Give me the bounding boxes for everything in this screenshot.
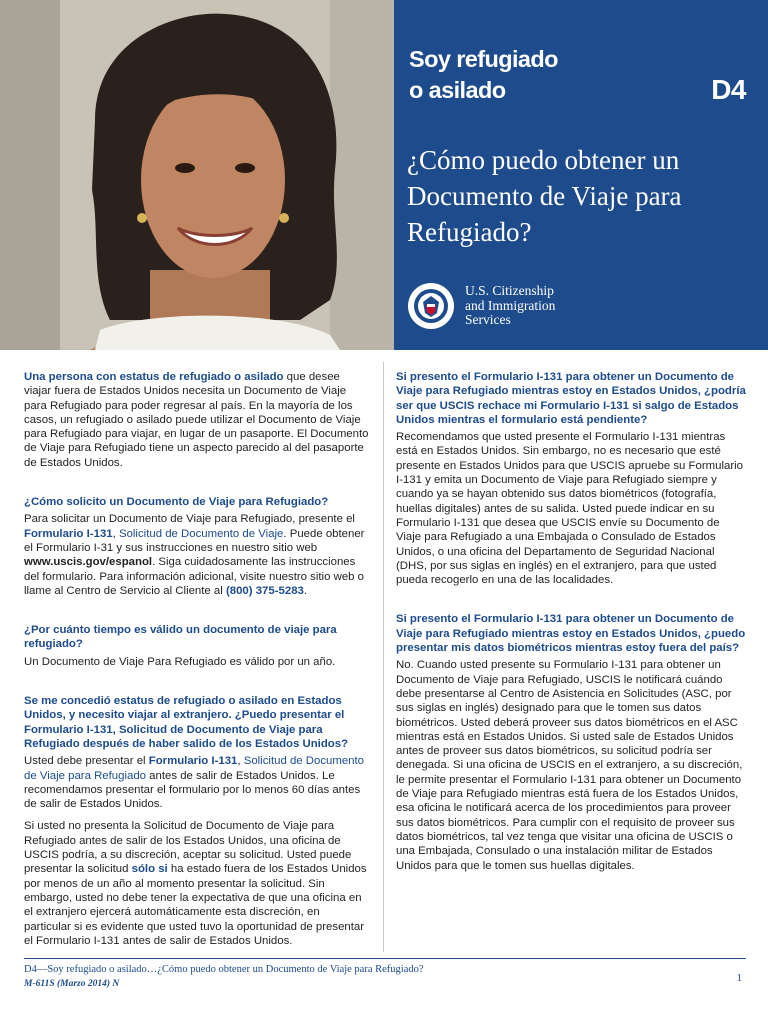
right-column: [396, 370, 746, 881]
series-title-line2: o asilado: [409, 77, 506, 103]
question-validity: ¿Por cuánto tiempo es válido un documento de viaje para refugiado?: [24, 624, 337, 651]
phone-number[interactable]: (800) 375-5283: [225, 584, 304, 597]
document-title-line1: ¿Cómo puedo obtener un: [407, 145, 680, 175]
portrait-illustration: [0, 0, 394, 350]
answer-validity: Un Documento de Viaje Para Refugiado es válido por un año.: [24, 655, 336, 668]
series-title: [409, 44, 639, 106]
answer-pending-rejection: Recomendamos que usted presente el Formulario I-131 mientras está en Estados Unidos. Sin embargo, no es necesario que esté presente en Estados Unidos para que USCIS apruebe su Formulario I-131 y emita un Documento de Viaje para Refugiado siempre y cuando ya se hayan obtenido sus datos biométricos (fotografía, huellas digitales) antes de su salida. Usted puede indicar en su Formulario I-131 que desea que USCIS envíe su Documento de Viaje para Refugiado a una Embajada o Consulado de Estados Unidos, o una oficina del Departamento de Seguridad Nacional (DHS, por sus siglas en inglés) en el extranjero, para que usted pueda recogerlo en una de las localidades.: [396, 431, 743, 587]
agency-name: [465, 284, 555, 328]
agency-name-line1: U.S. Citizenship: [465, 283, 554, 299]
form-name-link[interactable]: Solicitud de Documento de Viaje: [118, 527, 284, 540]
form-i131-link[interactable]: Formulario I-131: [24, 527, 113, 540]
page-number: 1: [736, 972, 742, 984]
left-column: [24, 370, 369, 956]
header-panel: [394, 0, 768, 350]
form-name-link-2[interactable]: Solicitud de Documento de Viaje para Refugiado: [24, 755, 365, 782]
series-code: D4: [711, 74, 746, 105]
dhs-seal-icon: [407, 282, 455, 330]
answer-after-leaving-p1: Usted debe presentar el Formulario I-131, Solicitud de Documento de Viaje para Refugiado antes de salir de Estados Unidos. Le recomendamos presentar el formulario por lo menos 60 días antes de salir de Estados Unidos.: [24, 755, 365, 811]
question-after-leaving: Se me concedió estatus de refugiado o asilado en Estados Unidos, y necesito viajar al extranjero. ¿Puedo presentar el Formulario I-131, Solicitud de Documento de Viaje para Refugiado después de haber salido de los Estados Unidos?: [24, 695, 349, 750]
column-divider: [383, 362, 384, 952]
agency-logo: [407, 282, 555, 330]
question-how-to-apply: ¿Cómo solicito un Documento de Viaje para Refugiado?: [24, 496, 329, 509]
emphasis-only-if: sólo si: [131, 863, 168, 876]
series-title-line1: Soy refugiado: [409, 46, 558, 72]
agency-name-line2: and Immigration: [465, 297, 556, 313]
hero-photo: [0, 0, 394, 350]
website-link[interactable]: www.uscis.gov/espanol: [24, 556, 153, 569]
footer-rule: [24, 958, 746, 959]
footer-title: D4—Soy refugiado o asilado…¿Cómo puedo obtener un Documento de Viaje para Refugiado?: [24, 964, 424, 975]
agency-name-line3: Services: [465, 312, 511, 328]
intro-text: que desee viajar fuera de Estados Unidos necesita un Documento de Viaje para Refugiado para poder regresar al país. En la mayoría de los casos, un refugiado o asilado puede utilizar el Documento de Viaje para Refugiado para viajar, en lugar de un pasaporte. El Documento de Viaje para Refugiado tiene un aspecto parecido al del pasaporte de Estados Unidos.: [24, 371, 369, 469]
form-i131-link-2[interactable]: Formulario I-131: [148, 755, 238, 768]
answer-how-to-apply: Para solicitar un Documento de Viaje para Refugiado, presente el Formulario I-131, Solicitud de Documento de Viaje. Puede obtener el Formulario I-31 y sus instrucciones en nuestro sitio web www.uscis.gov/espanol. Siga cuidadosamente las instrucciones del formulario. Para información adicional, visite nuestro sitio web o llame al Centro de Servicio al Cliente al (800) 375-5283.: [24, 513, 365, 597]
intro-paragraph: [24, 370, 369, 470]
document-title-line2: Documento de Viaje para: [407, 181, 682, 211]
document-title-line3: Refugiado?: [407, 217, 532, 247]
answer-biometrics-abroad: No. Cuando usted presente su Formulario I-131 para obtener un Documento de Viaje para Refugiado, USCIS le notificará cuándo debe presentarse al Centro de Asistencia en Solicitudes (ASC, por sus siglas en inglés) designado para que le tomen sus datos biométricos. Usted deberá proveer sus datos biométricos en el ASC mientras está en Estados Unidos. Si usted sale de Estados Unidos antes de proveer sus datos biométricos, su solicitud podría ser denegada. Si una oficina de USCIS en el extranjero, a su discreción, le permite presentar el Formulario I-131 para obtener un Documento de Viaje para Refugiado mientras está fuera de los Estados Unidos, esa oficina le notificará acerca de los procedimientos para proveer sus datos biométricos. Para cumplir con el requisito de proveer sus datos biométricos, tal vez tenga que visitar una oficina de USCIS o una Embajada, Consulado o una instalación militar de Estados Unidos para que le tomen sus huellas digitales.: [396, 659, 743, 872]
intro-lead: Una persona con estatus de refugiado o asilado: [24, 371, 284, 383]
document-title: [407, 142, 747, 250]
question-pending-rejection: Si presento el Formulario I-131 para obtener un Documento de Viaje para Refugiado mientras estoy en Estados Unidos, ¿podría ser que USCIS rechace mi Formulario I-131 si salgo de Estados Unidos mientras el formulario está pendiente?: [396, 371, 746, 426]
question-biometrics-abroad: Si presento el Formulario I-131 para obtener un Documento de Viaje para Refugiado mientras estoy en Estados Unidos, ¿puedo presentar mis datos biométricos mientras estoy fuera del país?: [396, 613, 746, 655]
answer-after-leaving-p2: Si usted no presenta la Solicitud de Documento de Viaje para Refugiado antes de salir de los Estados Unidos, una oficina de USCIS podría, a su discreción, aceptar su solicitud. Usted puede presentar la solicitud sólo si ha estado fuera de los Estados Unidos por menos de un año al momento presentar la solicitud. Sin embargo, usted no debe tener la expectativa de que una oficina en el extranjero ejercerá automáticamente esta discreción, en particular si es evidente que usted tuvo la oportunidad de presentar el Formulario I-131 antes de salir de Estados Unidos.: [24, 820, 367, 947]
form-number: M-611S (Marzo 2014) N: [24, 979, 120, 989]
